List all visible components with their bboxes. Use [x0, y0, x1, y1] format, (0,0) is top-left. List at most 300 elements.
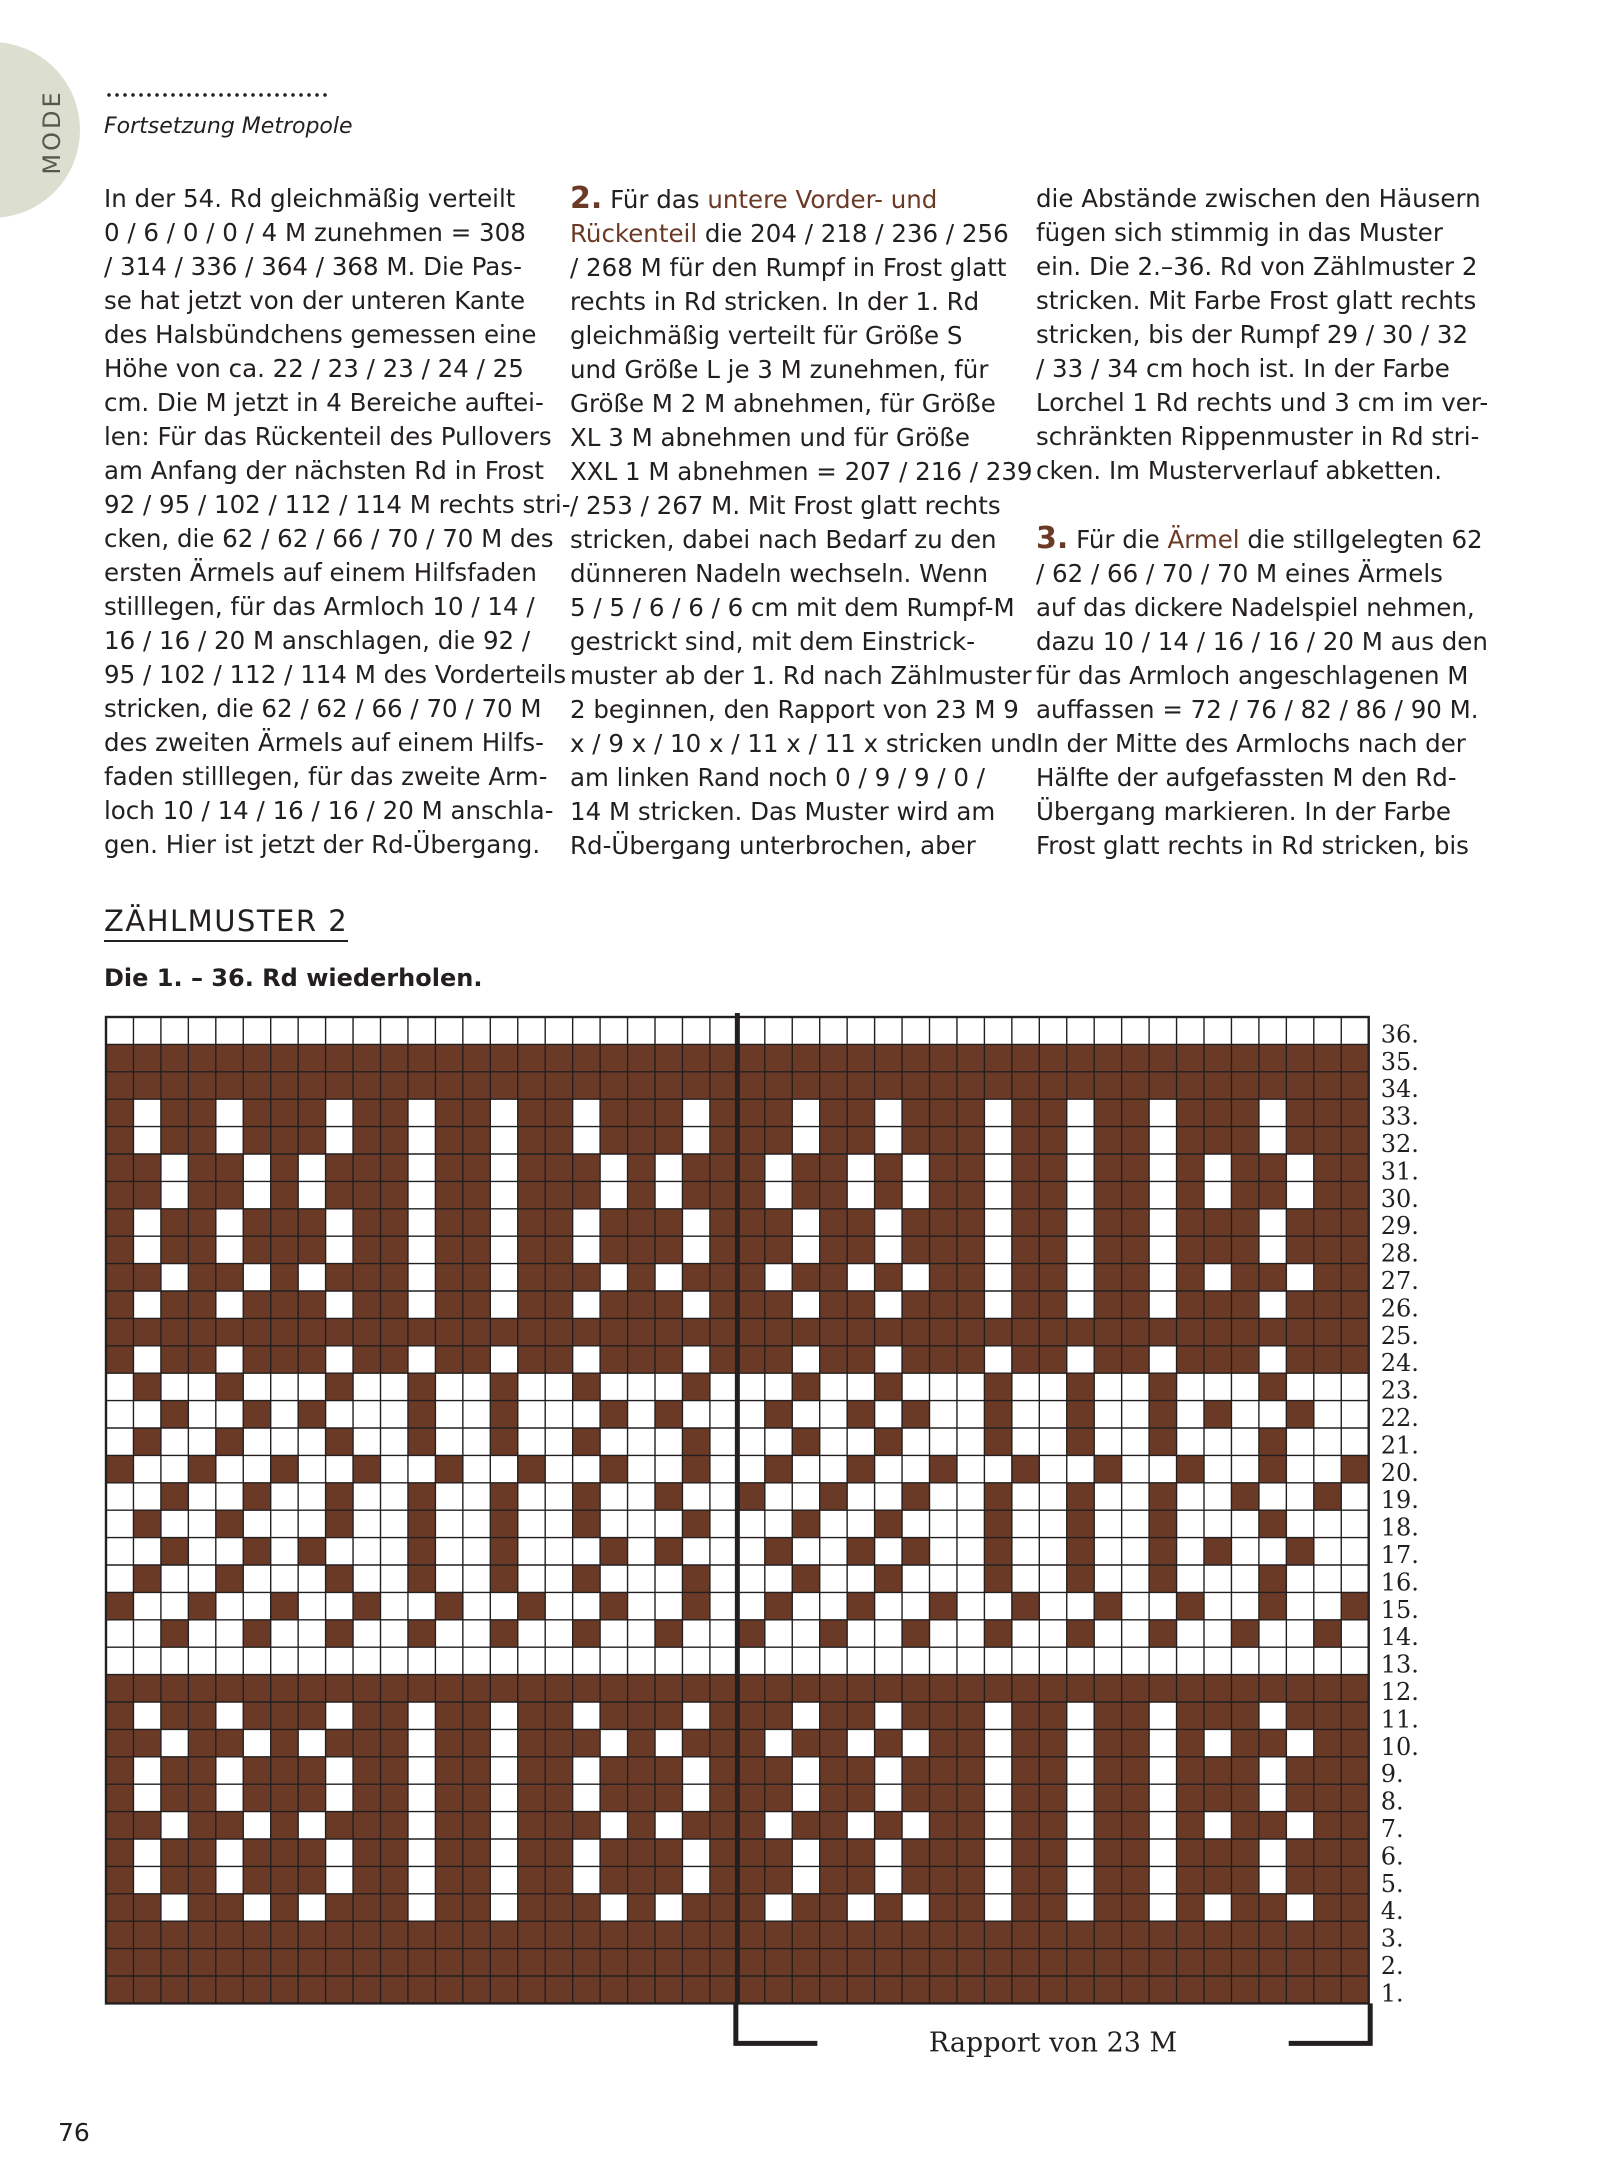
- chart-cell-brown: [490, 1675, 517, 1702]
- chart-cell-brown: [1259, 1976, 1286, 2003]
- chart-cell-brown: [298, 1044, 325, 1071]
- chart-cell-brown: [106, 1592, 133, 1619]
- chart-cell-brown: [1259, 1264, 1286, 1291]
- chart-cell-brown: [847, 1044, 874, 1071]
- page-number: 76: [58, 2118, 90, 2147]
- chart-cell-brown: [1122, 1181, 1149, 1208]
- chart-cell-brown: [573, 1044, 600, 1071]
- chart-cell-brown: [600, 1538, 627, 1565]
- chart-cell-brown: [271, 1729, 298, 1756]
- chart-cell-brown: [1094, 1894, 1121, 1921]
- chart-cell-brown: [930, 1729, 957, 1756]
- chart-cell-brown: [930, 1976, 957, 2003]
- chart-cell-brown: [1039, 1127, 1066, 1154]
- chart-cell-brown: [326, 1675, 353, 1702]
- chart-cell-brown: [545, 1675, 572, 1702]
- chart-cell-brown: [298, 1976, 325, 2003]
- chart-cell-brown: [271, 1264, 298, 1291]
- chart-cell-brown: [957, 1949, 984, 1976]
- chart-cell-brown: [984, 1620, 1011, 1647]
- chart-cell-brown: [847, 1702, 874, 1729]
- chart-cell-brown: [1094, 1921, 1121, 1948]
- chart-cell-brown: [1231, 1044, 1258, 1071]
- chart-cell-brown: [353, 1757, 380, 1784]
- chart-cell-brown: [1341, 1291, 1368, 1318]
- chart-cell-brown: [600, 1921, 627, 1948]
- chart-cell-brown: [628, 1318, 655, 1345]
- text-segment: In der 54. Rd gleichmäßig verteilt: [104, 184, 516, 213]
- chart-cell-brown: [1231, 1976, 1258, 2003]
- chart-cell-brown: [792, 1428, 819, 1455]
- chart-cell-brown: [573, 1675, 600, 1702]
- chart-cell-brown: [984, 1428, 1011, 1455]
- chart-cell-brown: [1314, 1264, 1341, 1291]
- chart-cell-brown: [682, 1729, 709, 1756]
- chart-cell-brown: [655, 1483, 682, 1510]
- chart-cell-brown: [655, 1784, 682, 1811]
- chart-cell-brown: [1314, 1044, 1341, 1071]
- chart-cell-brown: [1286, 1921, 1313, 1948]
- chart-cell-brown: [298, 1209, 325, 1236]
- row-label: 28.: [1380, 1239, 1419, 1268]
- chart-cell-brown: [353, 1099, 380, 1126]
- chart-cell-brown: [243, 1757, 270, 1784]
- chart-cell-brown: [902, 1675, 929, 1702]
- chart-cell-brown: [1204, 1538, 1231, 1565]
- chart-cell-brown: [1204, 1757, 1231, 1784]
- chart-cell-brown: [1204, 1072, 1231, 1099]
- chart-cell-brown: [1341, 1346, 1368, 1373]
- chart-cell-brown: [573, 1318, 600, 1345]
- chart-cell-brown: [573, 1976, 600, 2003]
- chart-cell-brown: [161, 1346, 188, 1373]
- chart-cell-brown: [298, 1757, 325, 1784]
- chart-cell-brown: [1177, 1318, 1204, 1345]
- chart-cell-brown: [792, 1510, 819, 1537]
- chart-cell-brown: [682, 1154, 709, 1181]
- chart-cell-brown: [545, 1044, 572, 1071]
- chart-cell-brown: [326, 1072, 353, 1099]
- chart-cell-brown: [1231, 1812, 1258, 1839]
- chart-cell-brown: [298, 1127, 325, 1154]
- chart-cell-brown: [106, 1346, 133, 1373]
- chart-cell-brown: [326, 1620, 353, 1647]
- chart-cell-brown: [902, 1236, 929, 1263]
- chart-cell-brown: [1067, 1428, 1094, 1455]
- chart-cell-brown: [1039, 1099, 1066, 1126]
- chart-cell-brown: [1231, 1620, 1258, 1647]
- chart-cell-brown: [1012, 1784, 1039, 1811]
- chart-cell-brown: [188, 1346, 215, 1373]
- chart-cell-brown: [188, 1757, 215, 1784]
- chart-cell-brown: [381, 1976, 408, 2003]
- chart-cell-brown: [1012, 1949, 1039, 1976]
- chart-cell-brown: [600, 1675, 627, 1702]
- chart-cell-brown: [435, 1866, 462, 1893]
- chart-cell-brown: [600, 1757, 627, 1784]
- chart-cell-brown: [463, 1976, 490, 2003]
- chart-cell-brown: [216, 1318, 243, 1345]
- chart-cell-brown: [545, 1702, 572, 1729]
- chart-cell-brown: [1094, 1729, 1121, 1756]
- chart-cell-brown: [765, 1784, 792, 1811]
- chart-cell-brown: [490, 1921, 517, 1948]
- chart-cell-brown: [847, 1099, 874, 1126]
- chart-cell-brown: [1341, 1099, 1368, 1126]
- row-label: 7.: [1380, 1815, 1404, 1843]
- chart-cell-brown: [847, 1866, 874, 1893]
- chart-cell-brown: [765, 1291, 792, 1318]
- chart-cell-brown: [1231, 1921, 1258, 1948]
- chart-cell-brown: [792, 1921, 819, 1948]
- chart-cell-brown: [188, 1976, 215, 2003]
- text-segment: / 268 M für den Rumpf in Frost glatt: [570, 253, 1007, 282]
- chart-cell-brown: [1177, 1264, 1204, 1291]
- chart-cell-brown: [188, 1675, 215, 1702]
- chart-cell-brown: [710, 1072, 737, 1099]
- chart-cell-brown: [628, 1839, 655, 1866]
- chart-cell-brown: [765, 1236, 792, 1263]
- chart-cell-brown: [271, 1291, 298, 1318]
- chart-cell-brown: [573, 1483, 600, 1510]
- chart-cell-brown: [710, 1099, 737, 1126]
- chart-cell-brown: [655, 1839, 682, 1866]
- chart-cell-brown: [1039, 1757, 1066, 1784]
- chart-cell-brown: [518, 1812, 545, 1839]
- chart-cell-brown: [957, 1318, 984, 1345]
- chart-cell-brown: [326, 1894, 353, 1921]
- chart-cell-brown: [957, 1044, 984, 1071]
- chart-cell-brown: [820, 1209, 847, 1236]
- chart-cell-brown: [1094, 1181, 1121, 1208]
- chart-cell-brown: [1122, 1894, 1149, 1921]
- chart-cell-brown: [1259, 1181, 1286, 1208]
- chart-cell-brown: [106, 1921, 133, 1948]
- chart-cell-brown: [628, 1154, 655, 1181]
- chart-cell-brown: [1286, 1346, 1313, 1373]
- chart-cell-brown: [765, 1702, 792, 1729]
- chart-cell-brown: [682, 1976, 709, 2003]
- chart-cell-brown: [957, 1291, 984, 1318]
- chart-cell-brown: [1067, 1675, 1094, 1702]
- chart-cell-brown: [600, 1346, 627, 1373]
- chart-cell-brown: [1204, 1099, 1231, 1126]
- chart-cell-brown: [271, 1455, 298, 1482]
- chart-cell-brown: [957, 1784, 984, 1811]
- chart-cell-brown: [271, 1894, 298, 1921]
- chart-cell-brown: [792, 1318, 819, 1345]
- chart-cell-brown: [628, 1291, 655, 1318]
- chart-cell-brown: [463, 1812, 490, 1839]
- chart-cell-brown: [518, 1291, 545, 1318]
- chart-cell-brown: [353, 1209, 380, 1236]
- chart-cell-brown: [243, 1291, 270, 1318]
- chart-cell-brown: [1067, 1921, 1094, 1948]
- row-label: 14.: [1380, 1623, 1419, 1652]
- chart-cell-brown: [1314, 1620, 1341, 1647]
- chart-cell-brown: [1094, 1154, 1121, 1181]
- chart-cell-brown: [106, 1784, 133, 1811]
- chart-cell-brown: [545, 1099, 572, 1126]
- chart-cell-brown: [435, 1127, 462, 1154]
- chart-cell-brown: [737, 1866, 764, 1893]
- chart-cell-brown: [628, 1784, 655, 1811]
- chart-cell-brown: [1122, 1346, 1149, 1373]
- row-label: 26.: [1380, 1294, 1419, 1323]
- chart-cell-brown: [1012, 1318, 1039, 1345]
- chart-cell-brown: [1341, 1866, 1368, 1893]
- text-segment: Rd-Übergang unterbrochen, aber: [570, 831, 976, 860]
- chart-cell-brown: [490, 1483, 517, 1510]
- chart-cell-brown: [188, 1729, 215, 1756]
- chart-cell-brown: [463, 1757, 490, 1784]
- chart-cell-brown: [655, 1072, 682, 1099]
- chart-cell-brown: [298, 1866, 325, 1893]
- chart-cell-brown: [1149, 1949, 1176, 1976]
- chart-cell-brown: [216, 1510, 243, 1537]
- chart-cell-brown: [106, 1455, 133, 1482]
- chart-cell-brown: [1122, 1729, 1149, 1756]
- chart-cell-brown: [1122, 1976, 1149, 2003]
- chart-cell-brown: [1094, 1866, 1121, 1893]
- chart-cell-brown: [765, 1839, 792, 1866]
- chart-cell-brown: [188, 1318, 215, 1345]
- text-segment: loch 10 / 14 / 16 / 16 / 20 M anschla-: [104, 796, 554, 825]
- row-label: 23.: [1380, 1376, 1419, 1405]
- chart-cell-brown: [600, 1949, 627, 1976]
- chart-cell-brown: [353, 1044, 380, 1071]
- chart-cell-brown: [737, 1127, 764, 1154]
- chart-cell-brown: [628, 1346, 655, 1373]
- chart-cell-brown: [1122, 1236, 1149, 1263]
- chart-cell-brown: [298, 1318, 325, 1345]
- text-segment: muster ab der 1. Rd nach Zählmuster: [570, 661, 1032, 690]
- chart-cell-brown: [1122, 1072, 1149, 1099]
- chart-cell-brown: [161, 1044, 188, 1071]
- chart-cell-brown: [216, 1181, 243, 1208]
- chart-cell-brown: [298, 1099, 325, 1126]
- chart-cell-brown: [902, 1346, 929, 1373]
- chart-cell-brown: [1341, 1921, 1368, 1948]
- text-segment: XXL 1 M abnehmen = 207 / 216 / 239: [570, 457, 1033, 486]
- chart-cell-brown: [326, 1044, 353, 1071]
- chart-cell-brown: [381, 1181, 408, 1208]
- chart-cell-brown: [1286, 1236, 1313, 1263]
- chart-cell-brown: [875, 1812, 902, 1839]
- chart-cell-brown: [188, 1264, 215, 1291]
- chart-cell-brown: [435, 1099, 462, 1126]
- text-segment: faden stilllegen, für das zweite Arm-: [104, 762, 548, 791]
- text-segment: 95 / 102 / 112 / 114 M des Vorderteils: [104, 660, 567, 689]
- chart-cell-brown: [1341, 1702, 1368, 1729]
- chart-cell-brown: [737, 1839, 764, 1866]
- row-label: 32.: [1380, 1130, 1419, 1158]
- chart-cell-brown: [1204, 1949, 1231, 1976]
- chart-cell-brown: [984, 1675, 1011, 1702]
- text-segment: 2 beginnen, den Rapport von 23 M 9: [570, 695, 1019, 724]
- chart-cell-brown: [1149, 1675, 1176, 1702]
- chart-cell-brown: [792, 1072, 819, 1099]
- chart-cell-brown: [1177, 1072, 1204, 1099]
- text-segment: XL 3 M abnehmen und für Größe: [570, 423, 970, 452]
- chart-cell-brown: [243, 1044, 270, 1071]
- chart-cell-brown: [133, 1921, 160, 1948]
- chart-cell-brown: [1314, 1921, 1341, 1948]
- chart-cell-brown: [710, 1127, 737, 1154]
- text-segment: Hälfte der aufgefassten M den Rd-: [1036, 763, 1457, 792]
- chart-cell-brown: [106, 1154, 133, 1181]
- chart-cell-brown: [1177, 1921, 1204, 1948]
- chart-cell-brown: [381, 1318, 408, 1345]
- chart-cell-brown: [161, 1784, 188, 1811]
- chart-cell-brown: [216, 1921, 243, 1948]
- chart-cell-brown: [1149, 1921, 1176, 1948]
- chart-cell-brown: [628, 1209, 655, 1236]
- chart-cell-brown: [820, 1291, 847, 1318]
- chart-cell-brown: [408, 1318, 435, 1345]
- chart-cell-brown: [408, 1976, 435, 2003]
- chart-cell-brown: [710, 1866, 737, 1893]
- chart-cell-brown: [1231, 1099, 1258, 1126]
- chart-cell-brown: [1149, 1620, 1176, 1647]
- chart-cell-brown: [1204, 1127, 1231, 1154]
- chart-cell-brown: [298, 1675, 325, 1702]
- chart-cell-brown: [1012, 1236, 1039, 1263]
- chart-cell-brown: [875, 1318, 902, 1345]
- chart-cell-brown: [1177, 1154, 1204, 1181]
- chart-cell-brown: [243, 1949, 270, 1976]
- chart-cell-brown: [930, 1455, 957, 1482]
- chart-cell-brown: [545, 1291, 572, 1318]
- chart-cell-brown: [353, 1949, 380, 1976]
- chart-cell-brown: [847, 1592, 874, 1619]
- chart-cell-brown: [737, 1264, 764, 1291]
- chart-cell-brown: [737, 1675, 764, 1702]
- chart-cell-brown: [353, 1702, 380, 1729]
- chart-cell-brown: [902, 1921, 929, 1948]
- chart-cell-brown: [765, 1072, 792, 1099]
- chart-cell-brown: [435, 1894, 462, 1921]
- chart-cell-brown: [408, 1620, 435, 1647]
- chart-cell-brown: [545, 1236, 572, 1263]
- chart-cell-brown: [573, 1894, 600, 1921]
- chart-cell-brown: [1286, 1784, 1313, 1811]
- chart-cell-brown: [1039, 1866, 1066, 1893]
- chart-cell-brown: [600, 1236, 627, 1263]
- chart-cell-brown: [353, 1154, 380, 1181]
- text-segment: 16 / 16 / 20 M anschlagen, die 92 /: [104, 626, 531, 655]
- chart-cell-brown: [655, 1127, 682, 1154]
- chart-cell-brown: [435, 1839, 462, 1866]
- chart-cell-brown: [1149, 1510, 1176, 1537]
- chart-cell-brown: [1231, 1346, 1258, 1373]
- chart-cell-brown: [1286, 1866, 1313, 1893]
- chart-cell-brown: [271, 1181, 298, 1208]
- chart-cell-brown: [106, 1318, 133, 1345]
- chart-cell-brown: [133, 1510, 160, 1537]
- chart-cell-brown: [737, 1757, 764, 1784]
- chart-cell-brown: [381, 1264, 408, 1291]
- chart-cell-brown: [133, 1894, 160, 1921]
- chart-cell-brown: [737, 1976, 764, 2003]
- chart-cell-brown: [106, 1264, 133, 1291]
- text-segment: x / 9 x / 10 x / 11 x / 11 x stricken und: [570, 729, 1037, 758]
- chart-cell-brown: [765, 1675, 792, 1702]
- chart-cell-brown: [628, 1976, 655, 2003]
- chart-cell-brown: [930, 1784, 957, 1811]
- chart-cell-brown: [682, 1565, 709, 1592]
- chart-cell-brown: [930, 1181, 957, 1208]
- chart-cell-brown: [353, 1455, 380, 1482]
- row-label: 2.: [1380, 1952, 1404, 1980]
- chart-cell-brown: [1231, 1072, 1258, 1099]
- chart-cell-brown: [1341, 1264, 1368, 1291]
- chart-cell-brown: [1204, 1209, 1231, 1236]
- chart-cell-brown: [216, 1072, 243, 1099]
- chart-cell-brown: [1067, 1538, 1094, 1565]
- chart-cell-brown: [765, 1592, 792, 1619]
- chart-cell-brown: [1341, 1894, 1368, 1921]
- chart-cell-brown: [353, 1894, 380, 1921]
- chart-cell-brown: [133, 1949, 160, 1976]
- chart-cell-brown: [847, 1127, 874, 1154]
- chart-cell-brown: [1149, 1044, 1176, 1071]
- chart-cell-brown: [298, 1702, 325, 1729]
- chart-cell-brown: [1314, 1757, 1341, 1784]
- chart-cell-brown: [188, 1236, 215, 1263]
- chart-cell-brown: [353, 1866, 380, 1893]
- row-label: 1.: [1380, 1979, 1404, 2008]
- chart-cell-brown: [1067, 1373, 1094, 1400]
- chart-cell-brown: [545, 1318, 572, 1345]
- chart-cell-brown: [1231, 1291, 1258, 1318]
- chart-cell-brown: [188, 1894, 215, 1921]
- chart-cell-brown: [765, 1044, 792, 1071]
- chart-cell-brown: [133, 1181, 160, 1208]
- chart-cell-brown: [1177, 1675, 1204, 1702]
- chart-cell-brown: [408, 1538, 435, 1565]
- chart-cell-brown: [518, 1099, 545, 1126]
- chart-cell-brown: [792, 1373, 819, 1400]
- chart-cell-brown: [133, 1072, 160, 1099]
- chart-cell-brown: [243, 1072, 270, 1099]
- chart-cell-brown: [930, 1757, 957, 1784]
- chart-cell-brown: [1067, 1976, 1094, 2003]
- chart-cell-brown: [271, 1099, 298, 1126]
- chart-cell-brown: [628, 1072, 655, 1099]
- chart-cell-brown: [435, 1757, 462, 1784]
- chart-cell-brown: [765, 1949, 792, 1976]
- chart-cell-brown: [957, 1072, 984, 1099]
- chart-cell-brown: [875, 1373, 902, 1400]
- chart-cell-brown: [710, 1839, 737, 1866]
- chart-cell-brown: [545, 1784, 572, 1811]
- chart-cell-brown: [984, 1949, 1011, 1976]
- chart-cell-brown: [1094, 1702, 1121, 1729]
- chart-cell-brown: [1314, 1236, 1341, 1263]
- chart-cell-brown: [381, 1099, 408, 1126]
- chart-cell-brown: [106, 1072, 133, 1099]
- chart-cell-brown: [737, 1784, 764, 1811]
- chart-cell-brown: [710, 1181, 737, 1208]
- chart-cell-brown: [930, 1264, 957, 1291]
- row-label: 12.: [1380, 1678, 1419, 1706]
- chart-cell-brown: [573, 1428, 600, 1455]
- chart-cell-brown: [1012, 1757, 1039, 1784]
- chart-cell-brown: [518, 1976, 545, 2003]
- text-segment: gleichmäßig verteilt für Größe S: [570, 321, 963, 350]
- chart-cell-brown: [463, 1949, 490, 1976]
